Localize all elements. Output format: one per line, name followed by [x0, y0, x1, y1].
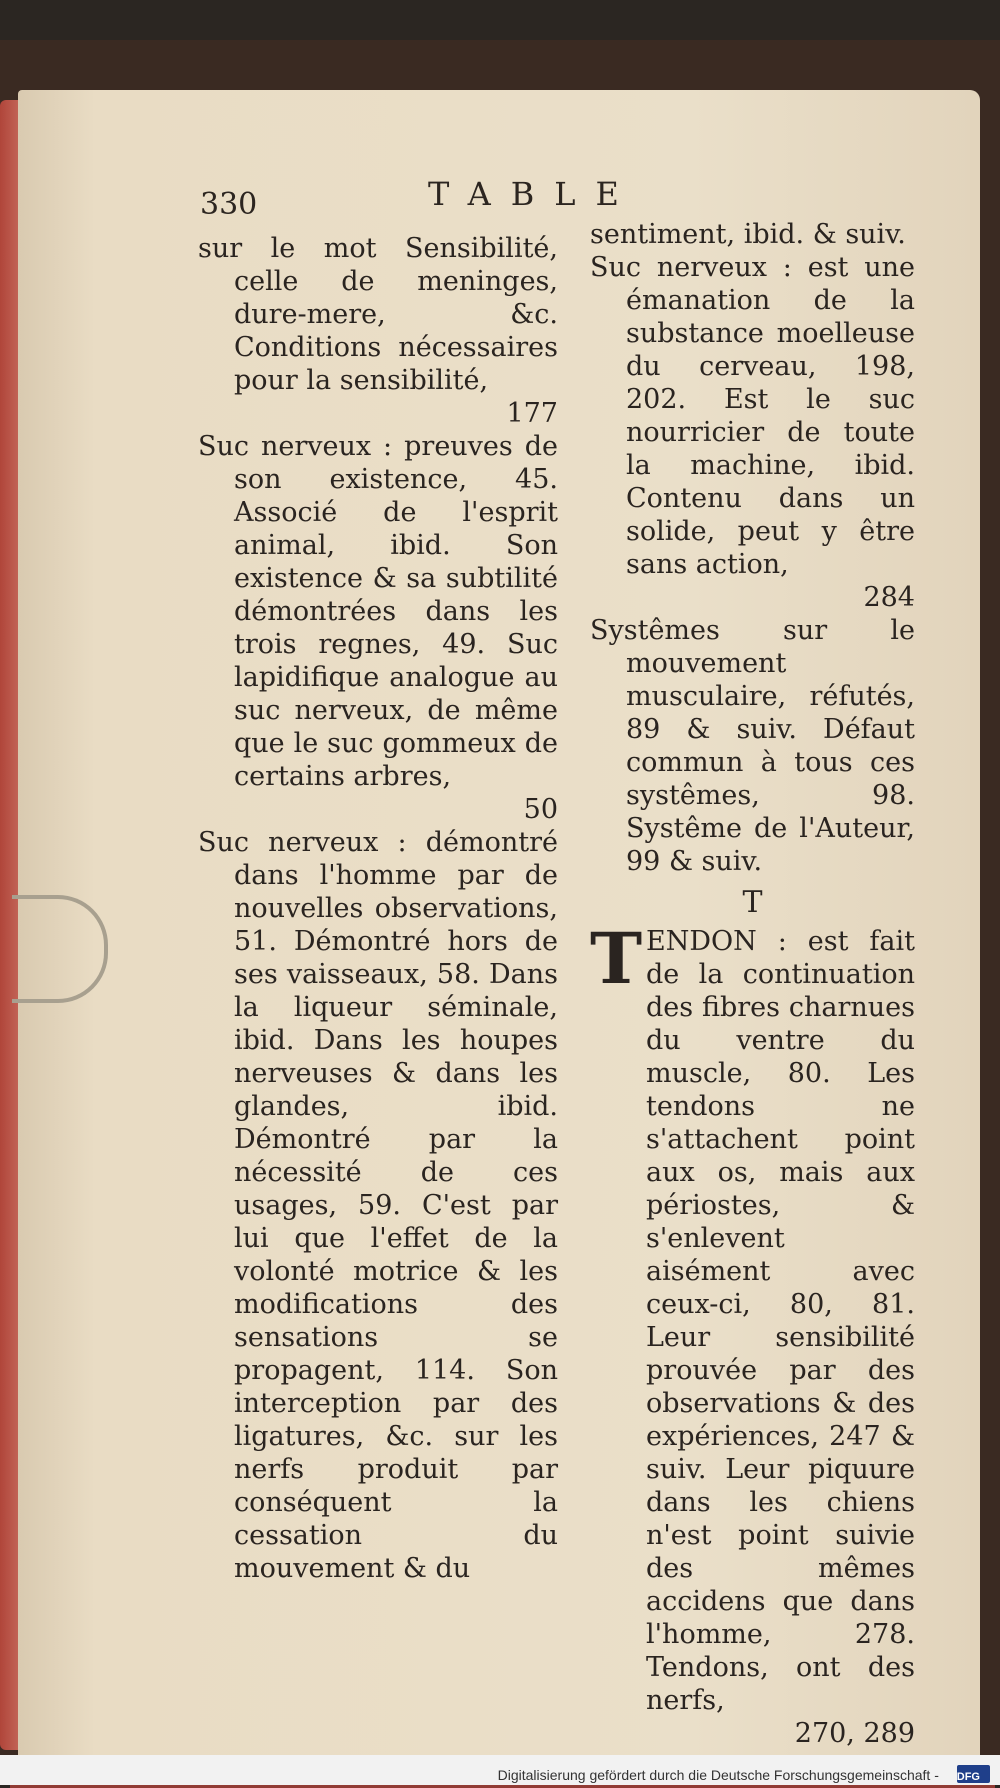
index-entry	[198, 232, 558, 430]
index-entry	[590, 218, 915, 251]
entry-text: : est fait de la continuation des fibres charnues du ventre du muscle, 80. Les tendons ne s'attachent point aux os, mais aux périostes, & s'enlevent aisément avec ceux-ci, 80, 81. Leur sensibilité prouvée par des observations & des expériences, 247 & suiv. Leur piquure dans les chiens n'est point suivie des mêmes accidens que dans l'homme, 278. Tendons, ont des nerfs,	[646, 926, 915, 1716]
page-number: 330	[200, 187, 258, 222]
index-entry	[590, 614, 915, 878]
footer-credit: Digitalisierung gefördert durch die Deutsche Forschungsgemeinschaft -	[497, 1767, 939, 1783]
page-title: TABLE	[428, 175, 639, 213]
index-entry-tendon	[590, 917, 915, 1750]
entry-page-ref: 270, 289	[794, 1718, 915, 1749]
entry-text: Suc nerveux : preuves de son existence, 45. Associé de l'esprit animal, ibid. Son existence & sa subtilité démontrées dans les trois regnes, 49. Suc lapidifique analogue au suc nerveux, de même que le suc gommeux de certains arbres,	[198, 431, 558, 792]
entry-text: Systêmes sur le mouvement musculaire, réfutés, 89 & suiv. Défaut commun à tous ces systêmes, 98. Systême de l'Auteur, 99 & suiv.	[590, 615, 915, 877]
entry-text: sentiment, ibid. & suiv.	[590, 219, 906, 250]
index-entry	[198, 826, 558, 1585]
section-letter: T	[742, 885, 763, 920]
index-entry	[198, 430, 558, 826]
entry-text: sur le mot Sensibilité, celle de meninges, dure-mere, &c. Conditions nécessaires pour la sensibilité,	[198, 233, 558, 396]
entry-heading: ENDON	[646, 926, 757, 957]
index-entry	[590, 251, 915, 614]
entry-text: Suc nerveux : est une émanation de la substance moelleuse du cerveau, 198, 202. Est le suc nourricier de toute la machine, ibid. Contenu dans un solide, peut y être sans action,	[590, 252, 915, 580]
entry-page-ref: 50	[523, 794, 558, 825]
left-column	[198, 232, 558, 1585]
drop-cap: T	[590, 917, 643, 1000]
right-column	[590, 218, 915, 1750]
dfg-logo: DFG	[957, 1765, 990, 1783]
entry-page-ref: 177	[506, 398, 558, 429]
bookmark-clip	[12, 895, 108, 1003]
footer-bar	[0, 1755, 1000, 1785]
entry-text: Suc nerveux : démontré dans l'homme par de nouvelles observations, 51. Démontré hors de ses vaisseaux, 58. Dans la liqueur séminale, ibid. Dans les houpes nerveuses & dans les glandes, ibid. Démontré par la nécessité de ces usages, 59. C'est par lui que l'effet de la volonté motrice & les modifications des sensations se propagent, 114. Son interception par des ligatures, &c. sur les nerfs produit par conséquent la cessation du mouvement & du	[198, 827, 558, 1584]
entry-page-ref: 284	[863, 582, 915, 613]
